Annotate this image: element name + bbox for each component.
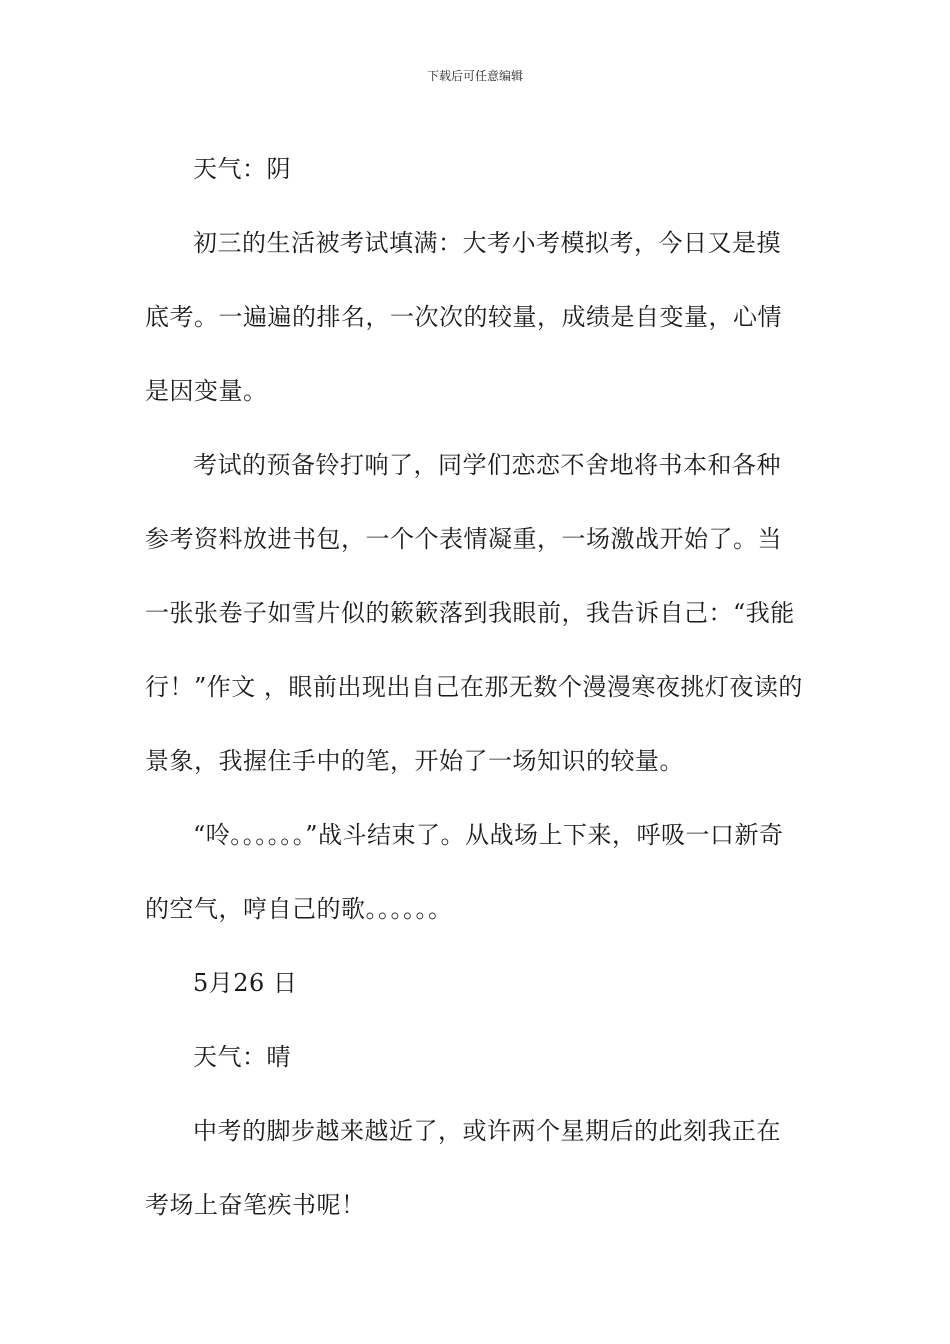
date-line: 5月26 日 <box>193 969 298 997</box>
paragraph-exam-start: 考试的预备铃打响了，同学们恋恋不舍地将书本和各种参考资料放进书包，一个个表情凝重，一场激战开始了。当一张张卷子如雪片似的簌簌落到我眼前，我告诉自己：“我能行！”作文 ，眼前出现出自己在那无数个漫漫寒夜挑灯夜读的景象，我握住手中的笔，开始了一场知识的较量。 <box>145 451 803 775</box>
weather-line-2: 天气：晴 <box>193 1043 291 1071</box>
page-header-note: 下载后可任意编辑 <box>426 69 523 83</box>
paragraph-final-exam: 中考的脚步越来越近了，或许两个星期后的此刻我正在考场上奋笔疾书呢！ <box>145 1117 781 1219</box>
paragraph-exam-end: “呤。。。。。。”战斗结束了。从战场上下来，呼吸一口新奇的空气，哼自己的歌。。。。。。 <box>145 821 784 923</box>
paragraph-exam-life: 初三的生活被考试填满：大考小考模拟考，今日又是摸底考。一遍遍的排名，一次次的较量，成绩是自变量，心情是因变量。 <box>145 229 782 405</box>
document-body <box>145 132 805 1242</box>
weather-line: 天气：阴 <box>193 155 291 183</box>
